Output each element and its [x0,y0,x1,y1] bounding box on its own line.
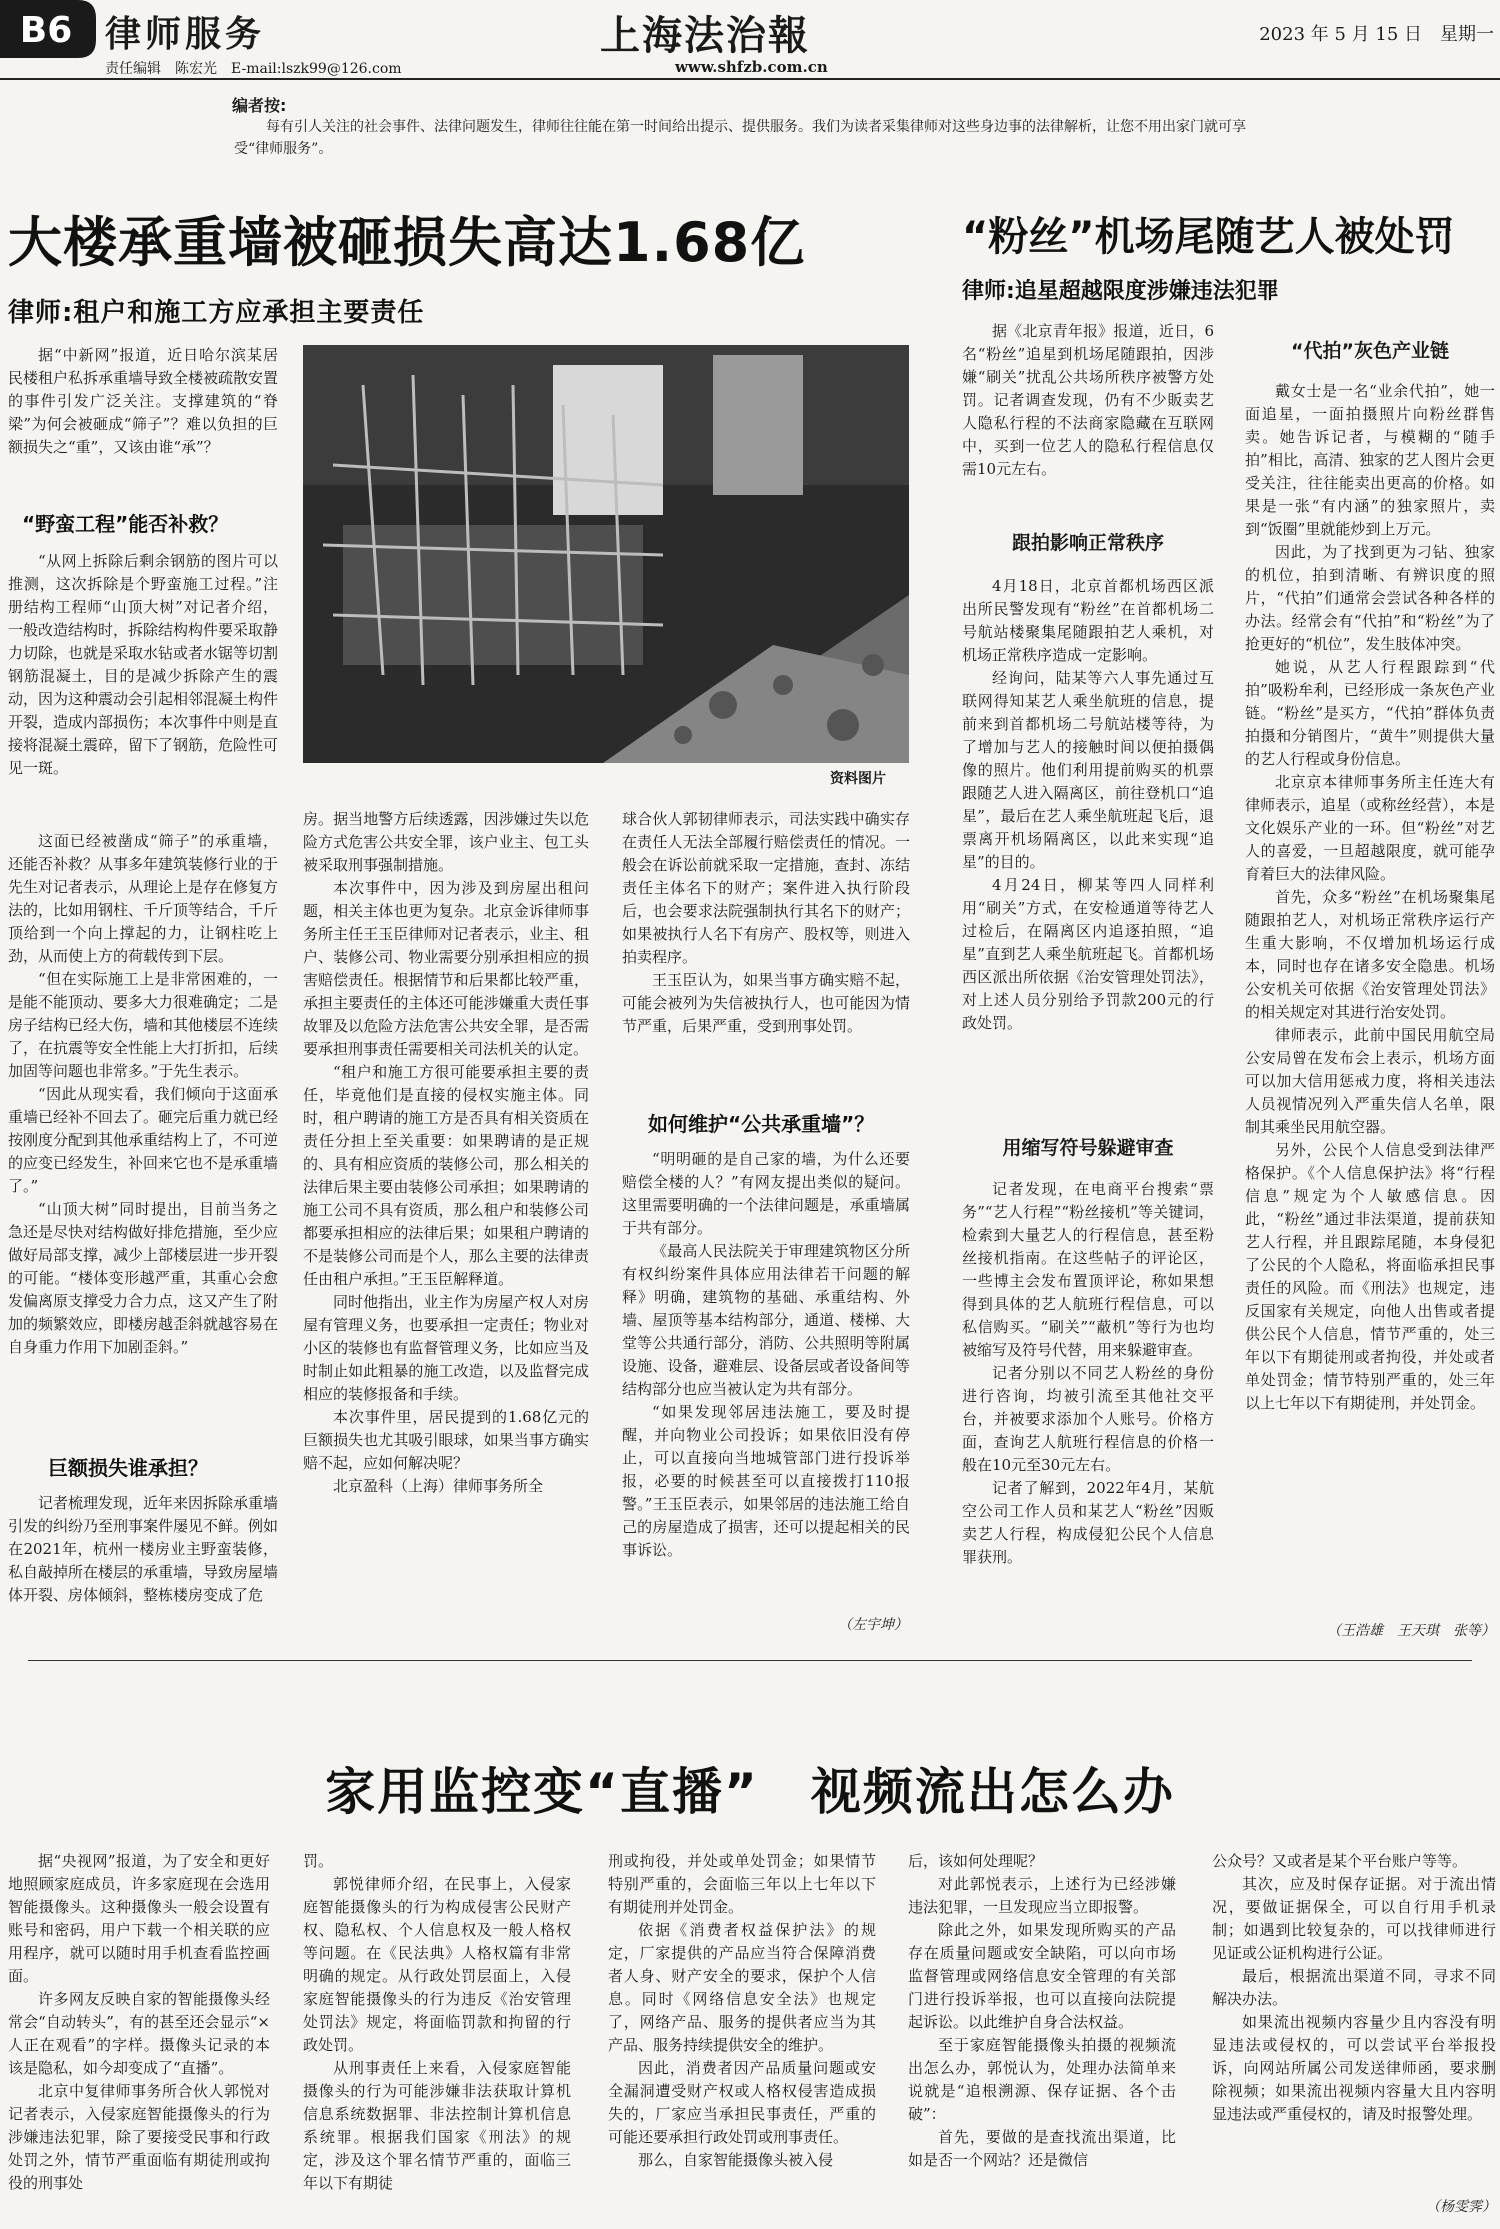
editor-line: 责任编辑 陈宏光 E-mail:lszk99@126.com [105,61,402,77]
paragraph: 首先，众多“粉丝”在机场聚集尾随跟拍艺人，对机场正常秩序运行产生重大影响，不仅增加机场运行成本，同时也存在诸多安全隐患。机场公安机关可依据《治安管理处罚法》的相关规定对其进行治安处罚。 [1245,888,1495,1021]
paragraph: 4月18日，北京首都机场西区派出所民警发现有“粉丝”在首都机场二号航站楼聚集尾随跟拍艺人乘机，对机场正常秩序造成一定影响。 [962,577,1214,664]
article1-col2 [303,808,589,1498]
article1-byline: （左宇坤） [838,1617,908,1633]
article1-col1c [8,1492,278,1607]
damaged-wall-image [303,345,909,763]
article3-col4 [908,1850,1176,2172]
paragraph: 郭悦律师介绍，在民事上，入侵家庭智能摄像头的行为构成侵害公民财产权、隐私权、个人信息权及一般人格权等问题。在《民法典》人格权篇有非常明确的规定。从行政处罚层面上，入侵家庭智能摄像头的行为违反《治安管理处罚法》规定，将面临罚款和拘留的行政处罚。 [303,1875,571,2054]
paragraph: 许多网友反映自家的智能摄像头经常会“自动转头”，有的甚至还会显示“×人正在观看”的字样。摄像头记录的本该是隐私，如今却变成了“直播”。 [8,1990,270,2077]
article2-col2 [1245,380,1495,1415]
paragraph: 她说，从艺人行程跟踪到“代拍”吸粉牟利，已经形成一条灰色产业链。“粉丝”是买方，“代拍”群体负责拍摄和分销图片，“黄牛”则提供大量的艺人行程或身份信息。 [1245,658,1495,768]
paragraph: 据“中新网”报道，近日哈尔滨某居民楼租户私拆承重墙导致全楼被疏散安置的事件引发广泛关注。支撑建筑的“脊梁”为何会被砸成“筛子”？难以负担的巨额损失之“重”，又该由谁“承”？ [8,346,279,456]
article2-col1c [962,1178,1214,1569]
paragraph: 4月24日，柳某等四人同样利用“刷关”方式，在安检通道等待艺人过检后，在隔离区内追逐拍照，“追星”直到艺人乘坐航班起飞。首都机场西区派出所依据《治安管理处罚法》，对上述人员分别给予罚款200元的行政处罚。 [962,876,1214,1032]
paragraph: 北京盈科（上海）律师事务所全 [333,1477,544,1495]
paragraph: 据“央视网”报道，为了安全和更好地照顾家庭成员，许多家庭现在会选用智能摄像头。这种摄像头一般会设置有账号和密码，用户下载一个相关联的应用程序，就可以随时用手机查看监控画面。 [8,1852,270,1985]
article3-col5 [1212,1850,1496,2126]
paragraph: 刑或拘役，并处或单处罚金；如果情节特别严重的，会面临三年以上七年以下有期徒刑并处罚金。 [608,1852,876,1916]
section-divider [28,1660,1472,1661]
paragraph: 经询问，陆某等六人事先通过互联网得知某艺人乘坐航班的信息，提前来到首都机场二号航站楼等待，为了增加与艺人的接触时间以便拍摄偶像的照片。他们利用提前购买的机票跟随艺人进入隔离区，前往登机口“追星”，最后在艺人乘坐航班起飞后，退票离开机场隔离区，以此来实现“追星”的目的。 [962,669,1214,871]
paragraph: 房。据当地警方后续透露，因涉嫌过失以危险方式危害公共安全罪，该户业主、包工头被采取刑事强制措施。 [303,810,589,874]
paragraph: “从网上拆除后剩余钢筋的图片可以推测，这次拆除是个野蛮施工过程。”注册结构工程师“山顶大树”对记者介绍，一般改造结构时，拆除结构构件要采取静力切除，也就是采取水钻或者水锯等切割钢筋混凝土，目的是减少拆除产生的震动，因为这种震动会引起相邻混凝土构件开裂，造成内部损伤；本次事件中则是直接将混凝土震碎，留下了钢筋，危险性可见一斑。 [8,552,279,777]
article3-col2 [303,1850,571,2195]
paragraph: “山顶大树”同时提出，目前当务之急还是尽快对结构做好排危措施，至少应做好局部支撑，减少上部楼层进一步开裂的可能。“楼体变形越严重，其重心会愈发偏离原支撑受力合力点，这又产生了附加的频繁效应，即楼房越歪斜就越容易在自身重力作用下加剧歪斜。” [8,1200,279,1356]
paragraph: 最后，根据流出渠道不同，寻求不同解决办法。 [1212,1967,1496,2008]
paragraph: 北京京本律师事务所主任连大有律师表示，追星（或称丝经营），本是文化娱乐产业的一环。但“粉丝”对艺人的喜爱，一旦超越限度，就可能孕育着巨大的法律风险。 [1245,773,1495,883]
article2-col1a [962,320,1214,481]
paragraph: “租户和施工方很可能要承担主要的责任，毕竟他们是直接的侵权实施主体。同时，租户聘请的施工方是否具有相关资质在责任分担上至关重要：如果聘请的是正规的、具有相应资质的装修公司，那么相关的法律后果主要由装修公司承担；如果聘请的施工公司不具有资质，那么租户和装修公司都要承担相应的法律后果；如果租户聘请的不是装修公司而是个人，那么主要的法律责任由租户承担。”王玉臣解释道。 [303,1063,589,1288]
paragraph: 戴女士是一名“业余代拍”，她一面追星，一面拍摄照片向粉丝群售卖。她告诉记者，与模糊的“随手拍”相比，高清、独家的艺人图片会更受关注，往往能卖出更高的价格。如果是一张“有内涵”的独家照片，卖到“饭圈”里就能炒到上万元。 [1245,382,1495,538]
paragraph: 球合伙人郭韧律师表示，司法实践中确实存在责任人无法全部履行赔偿责任的情况。一般会在诉讼前就采取一定措施，查封、冻结责任主体名下的财产；案件进入执行阶段后，也会要求法院强制执行其名下的财产；如果被执行人名下有房产、股权等，则进入拍卖程序。 [622,810,910,966]
paragraph: 其次，应及时保存证据。对于流出情况，要做证据保全，可以自行用手机录制；如遇到比较复杂的，可以找律师进行见证或公证机构进行公证。 [1212,1875,1496,1962]
article3-byline: （杨雯霁） [1426,2199,1496,2215]
article2-heading-track: 跟拍影响正常秩序 [1011,532,1164,554]
paragraph: 记者了解到，2022年4月，某航空公司工作人员和某艺人“粉丝”因贩卖艺人行程，构成侵犯公民个人信息罪获刑。 [962,1479,1214,1566]
paragraph: 罚。 [303,1852,334,1870]
article2-heading-abbr: 用缩写符号躲避审查 [1002,1137,1174,1159]
section-code: B6 [19,10,73,51]
paragraph: 王玉臣认为，如果当事方确实赔不起，可能会被列为失信被执行人，也可能因为情节严重，后果严重，受到刑事处罚。 [622,971,910,1035]
editor-note-text: 每有引人关注的社会事件、法律问题发生，律师往往能在第一时间给出提示、提供服务。我们为读者采集律师对这些身边事的法律解析，让您不用出家门就可享受“律师服务”。 [234,119,1246,157]
paragraph: 《最高人民法院关于审理建筑物区分所有权纠纷案件具体应用法律若干问题的解释》明确，建筑物的基础、承重结构、外墙、屋顶等基本结构部分，通道、楼梯、大堂等公共通行部分，消防、公共照明等附属设施、设备，避难层、设备层或者设备间等结构部分也应当被认定为共有部分。 [622,1242,910,1398]
article1-col3a [622,808,910,1038]
article3-col3 [608,1850,876,2172]
paragraph: 记者发现，在电商平台搜索“票务”“艺人行程”“粉丝接机”等关键词，检索到大量艺人的行程信息，甚至粉丝接机指南。在这些帖子的评论区，一些博主会发布置顶评论，称如果想得到具体的艺人航班行程信息，可以私信购买。“刷关”“蔽机”等行为也均被缩写及符号代替，用来躲避审查。 [962,1180,1214,1359]
masthead-rule [0,78,1500,80]
paragraph: 同时他指出，业主作为房屋产权人对房屋有管理义务，也要承担一定责任；物业对小区的装修也有监督管理义务，比如应当及时制止如此粗暴的施工改造，以及监督完成相应的装修报备和手续。 [303,1293,589,1403]
article1-subhead: 律师:租户和施工方应承担主要责任 [8,298,425,328]
paragraph: “明明砸的是自己家的墙，为什么还要赔偿全楼的人？”有网友提出类似的疑问。这里需要明确的一个法律问题是，承重墙属于共有部分。 [622,1150,910,1237]
article3-col1 [8,1850,270,2195]
paragraph: 如果流出视频内容量少且内容没有明显违法或侵权的，可以尝试平台举报投诉，向网站所属公司发送律师函，要求删除视频；如果流出视频内容量大且内容明显违法或严重侵权的，请及时报警处理。 [1212,2013,1496,2123]
article2-headline: “粉丝”机场尾随艺人被处罚 [962,214,1455,260]
paragraph: 本次事件中，因为涉及到房屋出租问题，相关主体也更为复杂。北京金诉律师事务所主任王玉臣律师对记者表示，业主、租户、装修公司、物业需要分别承担相应的损害赔偿责任。根据情节和后果都比较严重，承担主要责任的主体还可能涉嫌重大责任事故罪及以危险方法危害公共安全罪，是否需要承担刑事责任需要相关司法机关的认定。 [303,879,589,1058]
article1-heading-loss: 巨额损失谁承担？ [48,1456,208,1480]
section-badge [0,0,96,58]
paragraph: 因此，消费者因产品质量问题或安全漏洞遭受财产权或人格权侵害造成损失的，厂家应当承担民事责任，严重的可能还要承担行政处罚或刑事责任。 [608,2059,876,2146]
paragraph: 公众号？又或者是某个平台账户等等。 [1212,1852,1468,1870]
paragraph: “因此从现实看，我们倾向于这面承重墙已经补不回去了。砸完后重力就已经按刚度分配到其他承重结构上了，不可逆的应变已经发生，补回来它也不是承重墙了。” [8,1085,279,1195]
article1-col3b [622,1148,910,1562]
photo-caption: 资料图片 [830,771,886,787]
paragraph: 首先，要做的是查找流出渠道，比如是否一个网站？还是微信 [908,2128,1176,2169]
paragraph: 据《北京青年报》报道，近日，6名“粉丝”追星到机场尾随跟拍，因涉嫌“刷关”扰乱公共场所秩序被警方处罚。记者调查发现，仍有不少販卖艺人隐私行程的不法商家隐藏在互联网中，买到一位艺人的隐私行程信息仅需10元左右。 [962,322,1214,478]
paragraph: 至于家庭智能摄像头拍摄的视频流出怎么办，郭悦认为，处理办法简单来说就是“追根溯源、保存证据、各个击破”： [908,2036,1176,2123]
paragraph: 后，该如何处理呢？ [908,1852,1044,1870]
article2-subhead: 律师:追星超越限度涉嫌违法犯罪 [962,279,1279,304]
article1-heading-protect: 如何维护“公共承重墙”？ [648,1112,875,1136]
newspaper-logo: 上海法治報 [600,12,810,59]
paragraph: “如果发现邻居违法施工，要及时提醒，并向物业公司投诉；如果依旧没有停止，可以直接向当地城管部门进行投诉举报，必要的时候甚至可以直接拨打110报警。”王玉臣表示，如果邻居的违法施工给自己的房屋造成了损害，还可以提起相关的民事诉讼。 [622,1403,910,1559]
editor-note-label: 编者按: [232,96,287,115]
paragraph: “但在实际施工上是非常困难的，一是能不能顶动、要多大力很难确定；二是房子结构已经大伤，墙和其他楼层不连续了，在抗震等安全性能上大打折扣，后续加固等问题也非常多。”于先生表示。 [8,970,279,1080]
paragraph: 北京中复律师事务所合伙人郭悦对记者表示，入侵家庭智能摄像头的行为涉嫌违法犯罪，除了要接受民事和行政处罚之外，情节严重面临有期徒刑或拘役的刑事处 [8,2082,270,2192]
article1-col1a [8,344,278,459]
paragraph: 对此郭悦表示，上述行为已经涉嫌违法犯罪，一旦发现应当立即报警。 [908,1875,1176,1916]
article1-photo [303,345,909,763]
paragraph: 依据《消费者权益保护法》的规定，厂家提供的产品应当符合保障消费者人身、财产安全的要求，保护个人信息。同时《网络信息安全法》也规定了，网络产品、服务的提供者应当为其产品、服务持续提供安全的维护。 [608,1921,876,2054]
article2-heading-grey: “代拍”灰色产业链 [1291,340,1449,362]
section-name: 律师服务 [105,14,266,55]
paragraph: 因此，为了找到更为刁钻、独家的机位，拍到清晰、有辨识度的照片，“代拍”们通常会尝试各种各样的办法。经常会有“代拍”和“粉丝”为了抢更好的“机位”，发生肢体冲突。 [1245,543,1495,653]
paragraph: 律师表示，此前中国民用航空局公安局曾在发布会上表示，机场方面可以加大信用惩戒力度，将相关违法人员视情况列入严重失信人名单，限制其乘坐民用航空器。 [1245,1026,1495,1136]
issue-date: 2023 年 5 月 15 日 星期一 [1259,24,1494,45]
article2-byline: （王浩雄 王天琪 张等） [1327,1623,1495,1639]
paragraph: 那么，自家智能摄像头被入侵 [638,2151,834,2169]
paragraph: 本次事件里，居民提到的1.68亿元的巨额损失也尤其吸引眼球，如果当事方确实赔不起，应如何解决呢？ [303,1408,589,1472]
article3-headline: 家用监控变“直播” 视频流出怎么办 [325,1763,1175,1821]
paragraph: 另外，公民个人信息受到法律严格保护。《个人信息保护法》将“行程信息”规定为个人敏感信息。因此，“粉丝”通过非法渠道，提前获知艺人行程，并且跟踪尾随，本身侵犯了公民的个人隐私，将面临承担民事责任的风险。而《刑法》也规定，违反国家有关规定，向他人出售或者提供公民个人信息，情节严重的，处三年以下有期徒刑或者拘役，并处或者单处罚金；情节特别严重的，处三年以上七年以下有期徒刑，并处罚金。 [1245,1141,1495,1412]
paragraph: 从刑事责任上来看，入侵家庭智能摄像头的行为可能涉嫌非法获取计算机信息系统数据罪、非法控制计算机信息系统罪。根据我们国家《刑法》的规定，涉及这个罪名情节严重的，面临三年以下有期徒 [303,2059,571,2192]
article1-headline: 大楼承重墙被砸损失高达1.68亿 [8,211,806,274]
article1-heading-wild: “野蛮工程”能否补救？ [22,512,229,536]
article1-col1b [8,550,278,780]
article1-col1b-cont [8,830,278,1359]
website-link[interactable]: www.shfzb.com.cn [675,58,828,76]
paragraph: 记者梳理发现，近年来因拆除承重墙引发的纠纷乃至刑事案件屡见不鲜。例如在2021年，杭州一楼房业主野蛮装修，私自敲掉所在楼层的承重墙，导致房屋墙体开裂、房体倾斜，整栋楼房变成了危 [8,1494,279,1604]
paragraph: 记者分别以不同艺人粉丝的身份进行咨询，均被引流至其他社交平台，并被要求添加个人账号。价格方面，查询艺人航班行程信息的价格一般在10元至30元左右。 [962,1364,1214,1474]
paragraph: 除此之外，如果发现所购买的产品存在质量问题或安全缺陷，可以向市场监督管理或网络信息安全管理的有关部门进行投诉举报，也可以直接向法院提起诉讼。以此维护自身合法权益。 [908,1921,1176,2031]
paragraph: 这面已经被凿成“筛子”的承重墙，还能否补救？从事多年建筑装修行业的于先生对记者表示，从理论上是存在修复方法的，比如用钢柱、千斤顶等结合，千斤顶给到一个向上撑起的力，让钢柱吃上劲，从而使上方的荷载传到下层。 [8,832,279,965]
article2-col1b [962,575,1214,1035]
